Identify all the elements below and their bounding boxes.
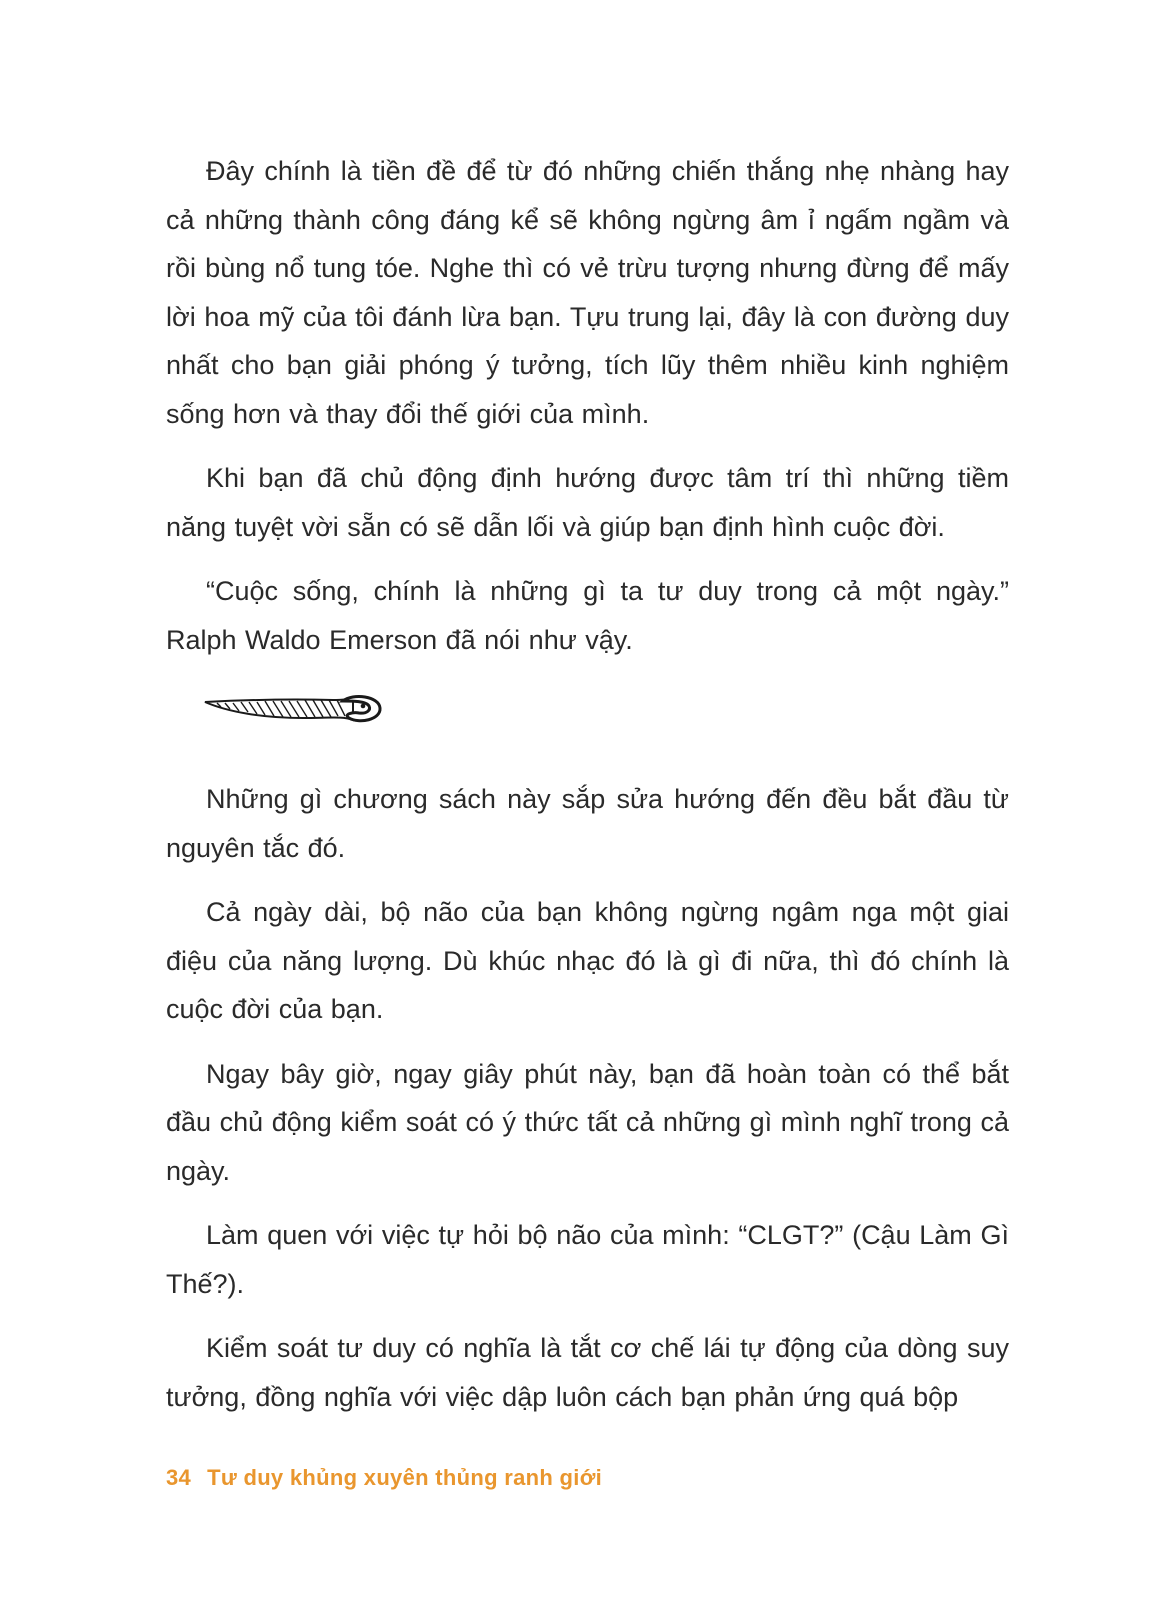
page-footer (166, 1465, 602, 1491)
paragraph: Đây chính là tiền đề để từ đó những chiến thắng nhẹ nhàng hay cả những thành công đáng kể sẽ không ngừng âm ỉ ngấm ngầm và rồi bùng nổ tung tóe. Nghe thì có vẻ trừu tượng nhưng đừng để mấy lời hoa mỹ của tôi đánh lừa bạn. Tựu trung lại, đây là con đường duy nhất cho bạn giải phóng ý tưởng, tích lũy thêm nhiều kinh nghiệm sống hơn và thay đổi thế giới của mình. (166, 156, 1009, 429)
paragraph: Kiểm soát tư duy có nghĩa là tắt cơ chế lái tự động của dòng suy tưởng, đồng nghĩa với việc dập luôn cách bạn phản ứng quá bộp (166, 1333, 1009, 1412)
paragraph: Những gì chương sách này sắp sửa hướng đến đều bắt đầu từ nguyên tắc đó. (166, 784, 1009, 863)
quote-paragraph: “Cuộc sống, chính là những gì ta tư duy trong cả một ngày.” Ralph Waldo Emerson đã nói như vậy. (166, 576, 1009, 655)
body-text-bottom (166, 775, 1009, 1421)
page-number: 34 (166, 1465, 192, 1490)
paragraph: Làm quen với việc tự hỏi bộ não của mình: “CLGT?” (Cậu Làm Gì Thế?). (166, 1220, 1009, 1299)
paragraph: Cả ngày dài, bộ não của bạn không ngừng ngâm nga một giai điệu của năng lượng. Dù khúc nhạc đó là gì đi nữa, thì đó chính là cuộc đời của bạn. (166, 897, 1009, 1024)
book-title: Tư duy khủng xuyên thủng ranh giới (207, 1465, 603, 1490)
body-text-top (166, 147, 1009, 664)
snake-ornament-icon (203, 694, 383, 728)
paragraph: Khi bạn đã chủ động định hướng được tâm trí thì những tiềm năng tuyệt vời sẵn có sẽ dẫn lối và giúp bạn định hình cuộc đời. (166, 463, 1009, 542)
paragraph: Ngay bây giờ, ngay giây phút này, bạn đã hoàn toàn có thể bắt đầu chủ động kiểm soát có ý thức tất cả những gì mình nghĩ trong cả ngày. (166, 1058, 1009, 1186)
